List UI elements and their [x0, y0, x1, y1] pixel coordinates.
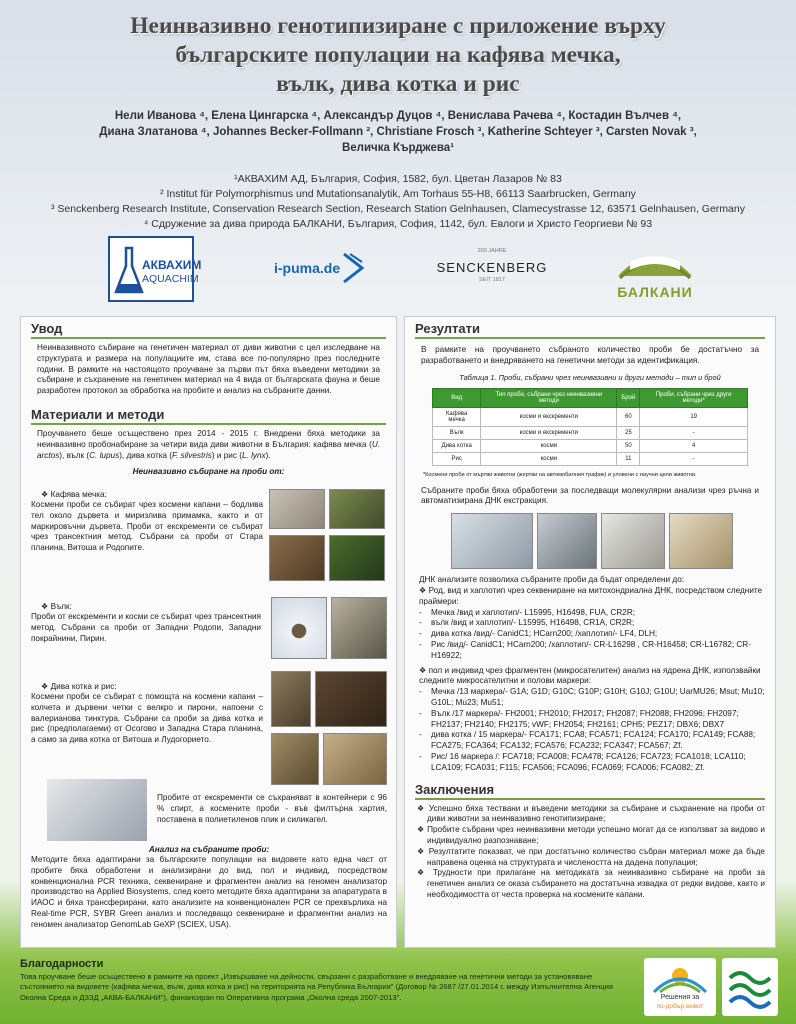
conclusion-text: Резултатите показват, че при достатъчно количество събран материал може да бъде направена оценка на структурата и числеността на дадена популация; — [427, 846, 765, 867]
affiliation-line: ³ Senckenberg Research Institute, Conservation Research Section, Research Station Gelnhausen, Clamecystrasse 12, 63571 Gelnhausen, Germany — [51, 203, 745, 215]
list-item — [415, 847, 765, 869]
sampling-heading: Неинвазивно събиране на проби от: — [132, 467, 285, 477]
balkani-text: БАЛКАНИ — [617, 284, 693, 300]
lab-photo-4 — [669, 513, 733, 569]
lynx-photo — [323, 733, 387, 785]
table-caption: Таблица 1. Проби, събрани чрез неинвазивни и други методи – тип и брой — [459, 372, 721, 382]
table-cell: косми — [481, 439, 617, 452]
poster-title — [0, 12, 796, 99]
aquachim-name-bg: АКВАХИМ — [142, 258, 202, 272]
affiliation-line: ² Institut für Polymorphismus und Mutationsanalytik, Am Torhaus 55-H8, 66113 Saarbrucken, Germany — [160, 188, 636, 200]
list-item — [415, 804, 765, 826]
processing-text: Събраните проби бяха обработени за последващи молекулярни анализи чрез ръчна и автоматизирана ДНК екстракция. — [421, 485, 759, 506]
op-logo-text-1: Решения за — [660, 994, 700, 1001]
table-cell: Дива котка — [433, 439, 481, 452]
methods-heading: Материали и методи — [31, 407, 386, 425]
list-item: - вълк /вид и хаплотип/- L15995, H16498, CR1A, CR2R; — [431, 618, 765, 629]
hair-trap-photo — [271, 671, 311, 727]
list-item: - дива котка /вид/- CanidC1; HCarn200; /хаплотип/- LF4, DLH; — [431, 629, 765, 640]
title-line: българските популации на кафява мечка, — [175, 42, 621, 68]
intro-text: Неинвазивното събиране на генетичен материал от диви животни с цел изследване на структурата и размера на популациите им, става все по-популярно през последните години. В рамките на настоящото проучване за първи път бяха въведени методики за събиране и съхранение на генетичен материал на 4 вида от българската фауна и беше разработен протокол за обработка на пробите и анализ на събраните данни. — [37, 343, 380, 396]
wolf-text-block — [31, 601, 261, 644]
table-header: Вид — [433, 388, 481, 407]
table-cell: - — [640, 452, 748, 465]
ipuma-logo — [274, 250, 364, 290]
results-text: В рамките на проучването събраното количество проби бе достатъчно за разработването и внедряването на генетични методи за идентификация. — [421, 345, 759, 365]
table-cell: косми и екскременти — [481, 407, 617, 426]
list-item: - Рис/ 16 маркера /: FCA718; FCA008; FCA478; FCA126; FCA723; FCA1018; LCA110; LCA109; FCA031; F115; FCA506; FCA096; FCA069; FCA006; FCA082; Zf. — [431, 752, 765, 774]
senckenberg-top: 200 JAHRE — [477, 248, 507, 254]
forest-photo — [329, 535, 385, 581]
list-item: - Вълк /17 маркера/- FH2001; FH2010; FH2017; FH2087; FH2088; FH2096; FH2097; FH2137; FH2140; FH2175; vWF; FH2054; FH2161; CPH5; PEZ17; DBX6; DBX7 — [431, 709, 765, 731]
conclusion-text: Успешно бяха тествани и въведени методики за събиране и съхранение на проби от диви животни за неинвазивно генотипизиране; — [427, 803, 765, 824]
senckenberg-name: SENCKENBERG — [436, 260, 548, 275]
table-cell: 4 — [640, 439, 748, 452]
cat-title-text: Дива котка и рис: — [50, 682, 117, 691]
bear-text-block — [31, 489, 263, 554]
table-cell: - — [640, 426, 748, 439]
conclusion-text: Пробите събрани чрез неинвазивни методи успешно могат да се използват за видово и индивидуално разпознаване; — [427, 825, 765, 845]
micro-intro — [415, 666, 765, 688]
table-cell: Рис — [433, 452, 481, 465]
lab-photo-3 — [601, 513, 665, 569]
sample-bags-photo — [47, 779, 147, 841]
storage-text: Пробите от екскременти се съхраняват в контейнери с 96 % спирт, а космените проби - във филтърна хартия, поставена в полиетиленов плик и силикагел. — [157, 793, 387, 824]
table-cell: 11 — [617, 452, 640, 465]
list-item: - Мечка /13 маркера/- G1A; G1D; G10C; G10P; G10H; G10J; G10U; UarMU26; Msut; Mu10; G10L; Mu23; Mu51; — [431, 687, 765, 709]
table-header: Проби, събрани чрез други методи* — [640, 388, 748, 407]
wolf-title — [31, 601, 261, 612]
bear-title — [31, 489, 263, 500]
conclusion-text: Трудности при прилагане на методиката за неинвазивно събиране на проби за генетичен анализ се оказа събирането на достатъчна извадка от редки видове, както и необходимостта от честа проверка на космените капани. — [427, 868, 765, 899]
latin-name: F. silvestris — [172, 450, 212, 460]
title-line: вълк, дива котка и рис — [276, 71, 520, 97]
wolf-photo — [331, 597, 387, 659]
author-line: Диана Златанова ⁴, Johannes Becker-Follmann ², Christiane Frosch ³, Katherine Schteyer ³, Carsten Novak ³, — [99, 126, 697, 138]
table-cell: 60 — [617, 407, 640, 426]
brush-trap-photo — [315, 671, 387, 727]
wildcat-photo — [271, 733, 319, 785]
list-item: - дива котка / 15 маркера/- FCA171; FCA8; FCA571; FCA124; FCA170; FCA149; FCA88; FCA275; FCA364; FCA132; FCA576; FCA232; FCA347; FCA567; Zf. — [431, 730, 765, 752]
thanks-text: Това проучване беше осъществено в рамките на проект „Извършване на дейности, свързани с разработване и внедряване на генетични методи за установяване състоянието на видовете (кафява мечка, вълк, дива котка и рис) на територията на Република България" (Договор № 2687 /27.01.2014 г. между Изпълнителна Агенция Околна Среда и ДЗЗД „АКВА-БАЛКАНИ"), финансиран по Оперативна програма „Околна среда 2007-2013". — [20, 972, 613, 1002]
mountain-icon — [610, 236, 700, 284]
list-item: - Рис /вид/- CanidC1; HCarn200; /хаплотип/- CR-L16298 , CR-H16458; CR-L16782; CR-H16922; — [431, 640, 765, 662]
ipuma-text: i-puma.de — [274, 260, 341, 276]
left-column — [20, 316, 397, 948]
barbed-wire-photo — [269, 489, 325, 529]
flask-icon — [114, 246, 144, 296]
table-cell: Кафява мечка — [433, 407, 481, 426]
methods-text-part: ) и рис ( — [211, 450, 242, 460]
lab-photo-1 — [451, 513, 533, 569]
author-list — [40, 108, 756, 156]
diamond-icon: ❖ — [419, 665, 429, 675]
op-logo-text-2: по-добър живот — [656, 1003, 704, 1010]
table-header: Тип проби, събрани чрез неинвазивни методи — [481, 388, 617, 407]
analysis-heading: Анализ на събраните проби: — [148, 845, 270, 854]
wolf-text: Проби от екскременти и косми се събират чрез трансектния метод. Събрани са проби от Западни Родопи, Западни покрайнини, Пирин. — [31, 612, 261, 643]
methods-text-part: ), дива котка ( — [119, 450, 173, 460]
author-line: Величка Кърджева¹ — [341, 142, 455, 154]
table-row — [433, 452, 748, 465]
cat-text-block — [31, 681, 263, 746]
waves-icon — [722, 958, 778, 1016]
affiliation-list — [20, 172, 776, 232]
results-heading: Резултати — [415, 321, 765, 339]
latin-name: U. arctos — [37, 439, 380, 460]
diamond-icon: ❖ — [417, 825, 428, 835]
scat-photo — [269, 535, 325, 581]
mt-primer-list — [415, 608, 765, 662]
intro-heading: Увод — [31, 321, 386, 339]
table-header-row — [433, 388, 748, 407]
diamond-icon: ❖ — [41, 490, 51, 499]
wolf-section — [31, 597, 387, 671]
affiliation-line: ⁴ Сдружение за дива природа БАЛКАНИ, България, София, 1142, бул. Евлоги и Христо Георгиеви № 93 — [143, 218, 653, 230]
diamond-icon: ❖ — [417, 868, 433, 878]
methods-text-part: ), вълк ( — [59, 450, 90, 460]
list-item — [415, 868, 765, 900]
affiliation-line: ¹АКВАХИМ АД, България, София, 1582, бул. Цветан Лазаров № 83 — [234, 173, 562, 185]
list-item: - Мечка /вид и хаплотип/- L15995, H16498, FUA, CR2R; — [431, 608, 765, 619]
bear-section — [31, 489, 387, 599]
diamond-icon: ❖ — [419, 585, 429, 595]
methods-text — [31, 429, 386, 461]
eu-ops-logo — [722, 958, 778, 1016]
snow-scat-photo — [271, 597, 327, 659]
balkani-logo — [610, 236, 700, 304]
senckenberg-bottom: SEIT 1817 — [479, 277, 505, 283]
table-cell: 50 — [617, 439, 640, 452]
table-cell: 25 — [617, 426, 640, 439]
micro-marker-list — [415, 687, 765, 773]
cat-title — [31, 681, 263, 692]
methods-text-part: ). — [265, 450, 271, 460]
dna-intro: ДНК анализите позволиха събраните проби да бъдат определени до: — [419, 575, 685, 585]
mt-intro — [415, 586, 765, 608]
analysis-text: Методите бяха адаптирани за българските популации на видовете като една част от пробите бяха обработени и анализирани до вид, пол и индивид, посредством конвенционална PCR техника, секвениране и фрагментен анализ на геномен анализатор производство на Applied Biosystems, след което методите бяха адаптирани за апаратурата в ИАОС и бяха трансферирани, като анализите на конвенционален PCR се прехвърлиха на Real-time PCR, SYBR Green анализ и последващо секвениране и фрагментни анализ на геномен анализатор GenomLab GeXP (SCIEX, USA). — [31, 855, 387, 929]
samples-table — [432, 388, 748, 466]
latin-name: L. lynx — [241, 450, 266, 460]
table-cell: косми — [481, 452, 617, 465]
latin-name: C. lupus — [89, 450, 120, 460]
diamond-icon: ❖ — [41, 602, 51, 611]
mt-intro-text: Род, вид и хаплотип чрез секвениране на митохондриална ДНК, посредством следните праймери: — [419, 585, 763, 606]
tree-photo — [329, 489, 385, 529]
wolf-title-text: Вълк: — [50, 602, 72, 611]
aquachim-logo — [108, 236, 202, 302]
lab-photos — [415, 513, 765, 571]
title-line: Неинвазивно генотипизиране с приложение върху — [130, 13, 666, 39]
conclusions-heading: Заключения — [415, 782, 765, 800]
table-note: *Космени проби от мъртви животни (жертви на автомобилния трафик) и уловени с научни цели животни. — [423, 471, 697, 478]
aquachim-name-en: AQUACHIM — [142, 273, 199, 285]
bear-title-text: Кафява мечка: — [50, 490, 107, 499]
lab-photo-2 — [537, 513, 597, 569]
table-row — [433, 439, 748, 452]
table-row — [433, 426, 748, 439]
table-cell: 19 — [640, 407, 748, 426]
op-environment-logo — [644, 958, 716, 1016]
acknowledgements — [20, 958, 630, 1020]
list-item — [415, 825, 765, 847]
senckenberg-logo — [430, 248, 554, 292]
thanks-heading: Благодарности — [20, 958, 104, 970]
ipuma-bars-icon — [342, 250, 364, 286]
cat-text: Космени проби се събират с помощта на космени капани – колчета и дървени четки с велкро и пирони, напоени с валерианова тинктура. Събрани са проби за дива котка и рис (предполагаеми) от Осогово и Западна Стара планина, а само за дива котка от Витоша и Лудогорието. — [31, 692, 263, 745]
diamond-icon: ❖ — [417, 803, 429, 813]
diamond-icon: ❖ — [417, 846, 429, 856]
sun-people-icon — [644, 960, 716, 996]
methods-text-part: Проучването беше осъществено през 2014 - 2015 г. Внедрени бяха методики за неинвазивно пробонабиране за четири вида диви животни в България: кафява мечка ( — [37, 428, 380, 449]
conclusions-list — [415, 804, 765, 901]
micro-intro-text: пол и индивид чрез фрагментен (микросателитен) анализ на ядрена ДНК, използвайки следните микросателитни и полови маркери: — [419, 665, 761, 686]
right-column — [404, 316, 776, 948]
diamond-icon: ❖ — [41, 682, 51, 691]
table-row — [433, 407, 748, 426]
author-line: Нели Иванова ⁴, Елена Цингарска ⁴, Александър Дуцов ⁴, Венислава Рачева ⁴, Костадин Вълчев ⁴, — [114, 110, 682, 122]
table-cell: Вълк — [433, 426, 481, 439]
bear-text: Космени проби се събират чрез космени капани – бодлива тел около дървета и миризлива примамка, както и от маркировъчни дървета. Проби от екскременти се събират чрез трансектния метод. Събрани са проби от Стара планина, Витоша и Родопите. — [31, 500, 263, 553]
table-cell: косми и екскременти — [481, 426, 617, 439]
table-header: Брой — [617, 388, 640, 407]
